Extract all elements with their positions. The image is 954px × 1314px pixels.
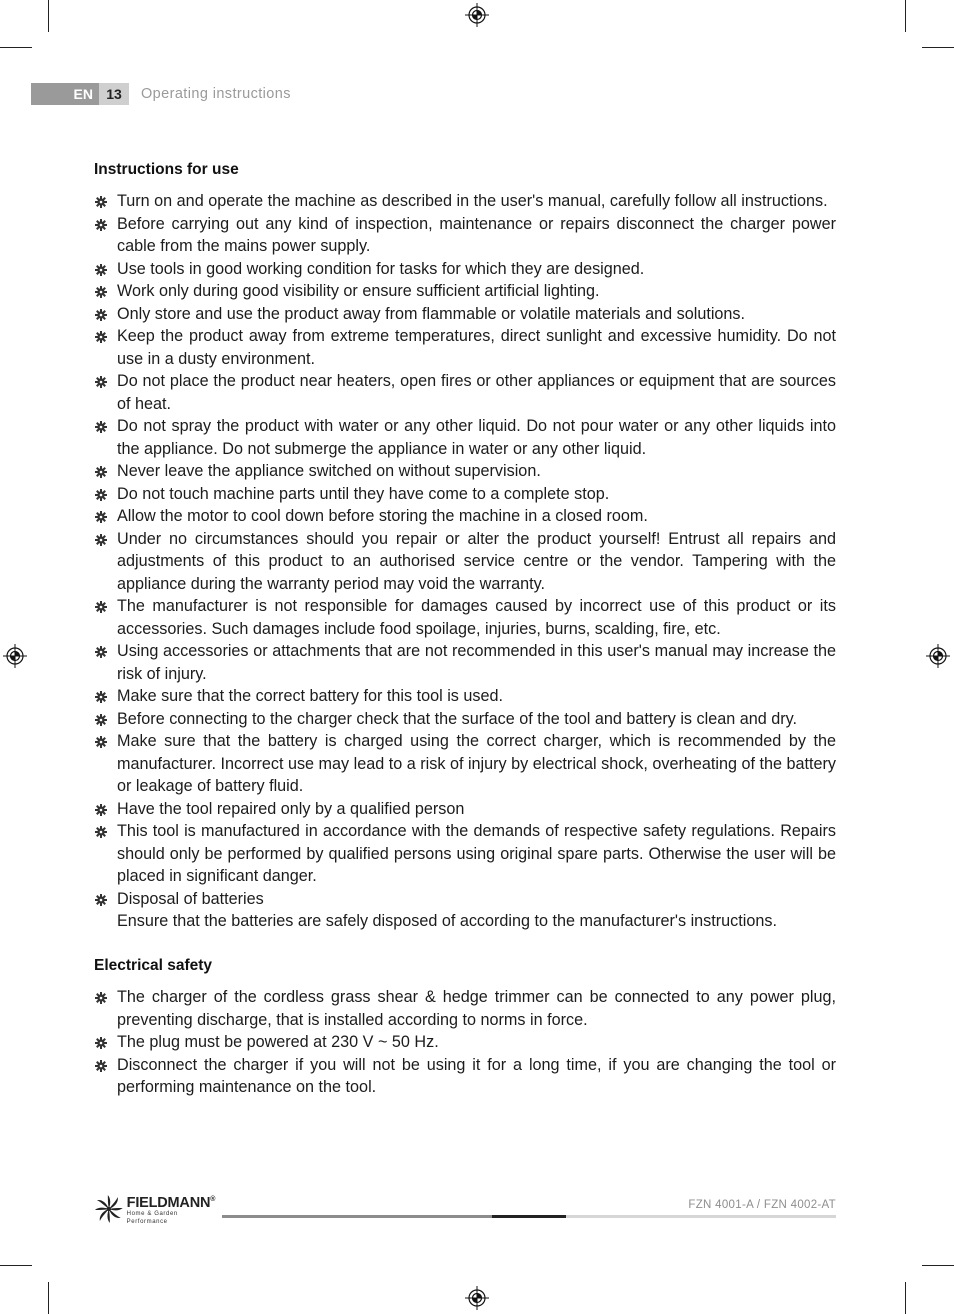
list-item [94,685,836,708]
list-item [94,280,836,303]
trademark: ® [210,1195,216,1203]
registration-mark-icon [926,644,950,668]
registration-mark-icon [465,3,489,27]
list-item-text: Allow the motor to cool down before storing the machine in a closed room. [117,507,648,525]
list-item [94,415,836,460]
list-item [94,370,836,415]
brand-name: FIELDMANN [126,1194,211,1211]
gear-bullet-icon [95,601,107,613]
gear-bullet-icon [95,714,107,726]
gear-bullet-icon [95,1060,107,1072]
list-item-text: The charger of the cordless grass shear & hedge trimmer can be connected to any power plug, preventing discharge, that is installed according to norms in force. [117,988,836,1029]
section-instructions-for-use [94,160,836,933]
gear-bullet-icon [95,992,107,1004]
list-item-text: Make sure that the correct battery for this tool is used. [117,687,503,705]
gear-bullet-icon [95,894,107,906]
list-item-text: This tool is manufactured in accordance with the demands of respective safety regulations. Repairs should only be performed by qualified persons using original spare parts. Otherwise the user will be placed in significant danger. [117,822,836,885]
fieldmann-fan-logo-icon [94,1194,124,1224]
list-item-text: Keep the product away from extreme temperatures, direct sunlight and excessive humidity. Do not use in a dusty environment. [117,327,836,368]
crop-mark [905,0,906,32]
section-electrical-safety [94,956,836,1099]
footer-bar-dark [492,1215,566,1218]
language-label: EN [73,86,93,102]
gear-bullet-icon [95,376,107,388]
page-number: 13 [99,83,129,105]
list-item [94,798,836,821]
list-item-text: Never leave the appliance switched on without supervision. [117,462,541,480]
gear-bullet-icon [95,286,107,298]
electrical-safety-list [94,986,836,1099]
list-item-text: Work only during good visibility or ensure sufficient artificial lighting. [117,282,600,300]
footer-bar-light [566,1215,836,1218]
list-item [94,213,836,258]
list-item-text: Use tools in good working condition for tasks for which they are designed. [117,259,645,278]
list-item [94,640,836,685]
list-item [94,505,836,528]
list-item [94,190,836,213]
list-item-text: Make sure that the battery is charged using the correct charger, which is recommended by the manufacturer. Incorrect use may lead to a risk of injury by electrical shock, overheating of the battery or leakage of battery fluid. [117,732,836,795]
crop-mark [922,47,954,48]
crop-mark [905,1282,906,1314]
list-item-text: Before connecting to the charger check that the surface of the tool and battery is clean and dry. [117,709,797,728]
crop-mark [922,1265,954,1266]
list-item [94,528,836,596]
crop-mark [48,1282,49,1314]
section-title: Instructions for use [94,161,239,178]
gear-bullet-icon [95,511,107,523]
gear-bullet-icon [95,421,107,433]
brand-tagline: Home & Garden Performance [126,1211,178,1226]
registration-mark-icon [3,644,27,668]
list-item-text: Do not spray the product with water or any other liquid. Do not pour water or any other liquids into the appliance. Do not submerge the appliance in water or any other liquid. [117,417,836,458]
list-item [94,460,836,483]
gear-bullet-icon [95,264,107,276]
list-item-text: The plug must be powered at 230 V ~ 50 Hz. [117,1033,439,1051]
footer-bar-mid [222,1215,492,1218]
registration-mark-icon [465,1286,489,1310]
gear-bullet-icon [95,219,107,231]
gear-bullet-icon [95,1037,107,1049]
list-item [94,1054,836,1099]
crop-mark [48,0,49,32]
list-item [94,1031,836,1054]
header-title: Operating instructions [141,86,291,102]
list-item-text: Do not place the product near heaters, open fires or other appliances or equipment that are sources of heat. [117,372,836,413]
list-item [94,708,836,731]
list-item [94,888,836,933]
gear-bullet-icon [95,331,107,343]
crop-mark [0,47,32,48]
brand-logo [94,1194,220,1224]
gear-bullet-icon [95,196,107,208]
list-item-text: Disconnect the charger if you will not be using it for a long time, if you are changing the tool or performing maintenance on the tool. [117,1055,836,1096]
gear-bullet-icon [95,646,107,658]
list-item [94,483,836,506]
section-title: Electrical safety [94,957,213,974]
list-item-text: Disposal of batteries [117,889,264,908]
gear-bullet-icon [95,691,107,703]
instructions-list [94,190,836,933]
list-item [94,258,836,281]
model-number: FZN 4001-A / FZN 4002-AT [688,1199,836,1211]
gear-bullet-icon [95,309,107,321]
list-item-text: Using accessories or attachments that are not recommended in this user's manual may increase the risk of injury. [117,642,836,683]
gear-bullet-icon [95,489,107,501]
list-item-text: Under no circumstances should you repair or alter the product yourself! Entrust all repairs and adjustments of this product to an authorised service centre or the vendor. Tampering with the appliance during the warranty period may void the warranty. [117,529,836,593]
list-item [94,595,836,640]
list-item [94,820,836,888]
list-item [94,730,836,798]
page-header [31,83,291,105]
list-item-text: Only store and use the product away from flammable or volatile materials and solutions. [117,304,746,323]
crop-mark [0,1265,32,1266]
list-item-text: Have the tool repaired only by a qualified person [117,799,465,818]
list-item-text: Do not touch machine parts until they have come to a complete stop. [117,484,610,503]
gear-bullet-icon [95,534,107,546]
list-item-text: Turn on and operate the machine as described in the user's manual, carefully follow all instructions. [117,192,828,210]
list-item-text: The manufacturer is not responsible for damages caused by incorrect use of this product or its accessories. Such damages include food spoilage, injuries, burns, scalding, fire, etc. [117,597,836,638]
list-item [94,986,836,1031]
gear-bullet-icon [95,466,107,478]
list-item-subtext: Ensure that the batteries are safely disposed of according to the manufacturer's instructions. [117,912,777,930]
list-item-text: Before carrying out any kind of inspection, maintenance or repairs disconnect the charger power cable from the mains power supply. [117,214,836,255]
list-item [94,325,836,370]
gear-bullet-icon [95,804,107,816]
gear-bullet-icon [95,826,107,838]
gear-bullet-icon [95,736,107,748]
list-item [94,303,836,326]
